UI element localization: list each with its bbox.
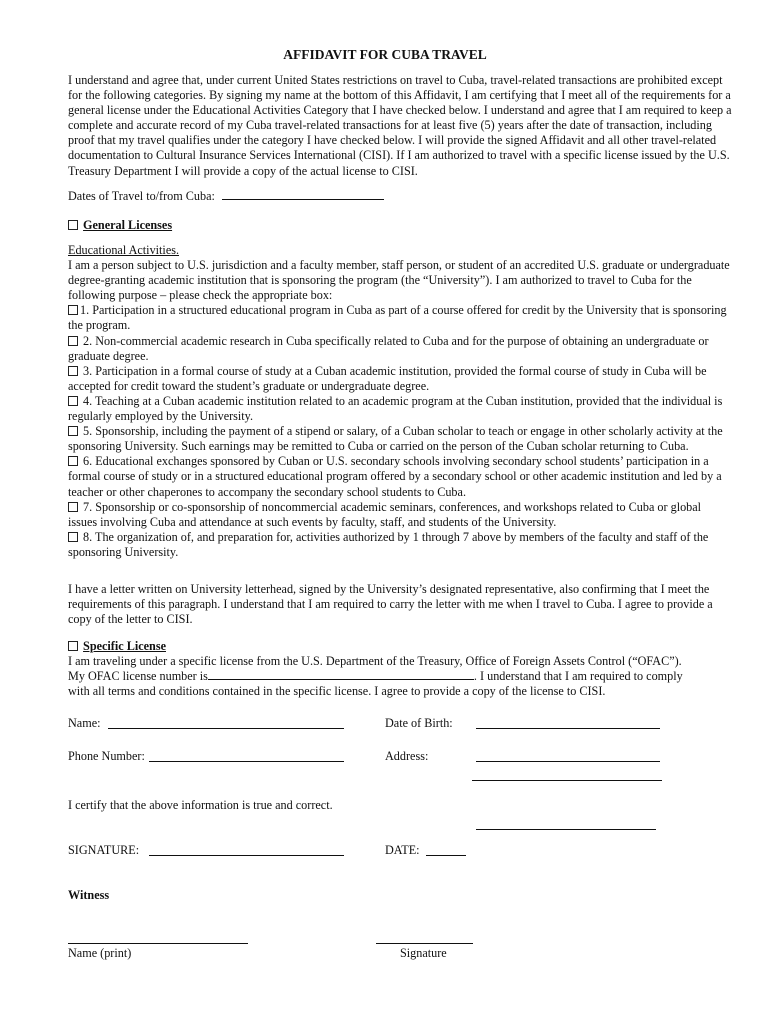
intro-text: I understand and agree that, under current United States restrictions on travel to Cuba, travel-related transactions are prohibited except for the following categories. By signing my name at the bottom of this Affidavit, I am certifying that I meet all of the requirements for a general license under the Educational Activities Category that I have checked below. I understand and agree that I am required to keep a complete and accurate record of my Cuba travel-related transactions for at least five (5) years after the date of transaction, including proof that my travel qualifies under the category I have checked below. I will provide the signed Affidavit and all other travel-related documentation to Cultural Insurance Services International (CISI). If I am authorized to travel with a specific license issued by the U.S. Treasury Department I will provide a copy of the actual license to CISI. <box>68 73 732 178</box>
general-license-body <box>68 243 732 560</box>
list-item: 6. Educational exchanges sponsored by Cuban or U.S. secondary schools involving secondary school students’ participation in a formal course of study or in a structured educational program offered by a secondary school or other academic institution and led by a teacher or other chaperones to accompany the secondary school students to Cuba. <box>68 454 722 499</box>
list-item: 3. Participation in a formal course of study at a Cuban academic institution, provided the formal course of study in Cuba will be accepted for credit toward the student’s graduate or undergraduate degree. <box>68 363 707 393</box>
list-item: 1. Participation in a structured educational program in Cuba as part of a course offered for credit by the University that is sponsoring the program. <box>68 303 727 333</box>
specific-license-heading: Specific License <box>83 639 166 653</box>
dates-field[interactable] <box>222 189 384 200</box>
witness-heading: Witness <box>68 888 110 902</box>
travel-dates-row <box>68 189 732 204</box>
specific-license-checkbox[interactable] <box>68 641 78 651</box>
address-field-line3[interactable] <box>476 829 656 830</box>
signature-label: SIGNATURE: <box>68 843 140 857</box>
educational-activities-heading: Educational Activities. <box>68 243 180 257</box>
item-5-checkbox[interactable] <box>68 426 78 436</box>
witness-name-label: Name (print) <box>68 946 132 960</box>
name-field[interactable] <box>108 728 344 729</box>
ofac-license-field[interactable] <box>208 669 474 680</box>
address-field-line2[interactable] <box>472 780 662 781</box>
date-label: DATE: <box>385 843 420 857</box>
item-4-checkbox[interactable] <box>68 396 78 406</box>
general-license-section <box>68 218 732 233</box>
list-item: 4. Teaching at a Cuban academic institution related to an academic program at the Cuban institution, provided that the individual is regularly employed by the University. <box>68 393 723 424</box>
general-license-checkbox[interactable] <box>68 220 78 230</box>
list-item: 8. The organization of, and preparation for, activities authorized by 1 through 7 above by members of the faculty and staff of the sponsoring University. <box>68 529 709 559</box>
page-title: AFFIDAVIT FOR CUBA TRAVEL <box>283 47 487 62</box>
certify-text: I certify that the above information is true and correct. <box>68 798 333 812</box>
phone-field[interactable] <box>149 761 344 762</box>
list-item: 5. Sponsorship, including the payment of a stipend or salary, of a Cuban scholar to teach or engage in other scholarly activity at the sponsoring University. Such earnings may be remitted to Cuba or carried on the person of the Cuban scholar returning to Cuba. <box>68 424 723 454</box>
specific-license-line1: I am traveling under a specific license from the U.S. Department of the Treasury, Office of Foreign Assets Control (“OFAC”). <box>68 654 682 669</box>
item-7-checkbox[interactable] <box>68 502 78 512</box>
date-field[interactable] <box>426 855 466 856</box>
letter-text: I have a letter written on University letterhead, signed by the University’s designated representative, also confirming that I meet the requirements of this paragraph. I understand that I am required to carry the letter with me when I travel to Cuba. I agree to provide a copy of the letter to CISI. <box>68 582 713 627</box>
witness-signature-field[interactable] <box>376 943 473 944</box>
specific-license-line3: with all terms and conditions contained in the specific license. I agree to provide a copy of the license to CISI. <box>68 684 606 699</box>
phone-label: Phone Number: <box>68 749 145 763</box>
witness-signature-label: Signature <box>400 946 447 960</box>
specific-license-line2: . I understand that I am required to comply <box>473 669 683 684</box>
dob-field[interactable] <box>476 728 660 729</box>
intro-paragraph <box>68 73 732 179</box>
general-license-heading: General Licenses <box>83 218 173 232</box>
general-lead-text: I am a person subject to U.S. jurisdiction and a faculty member, staff person, or student of an accredited U.S. graduate or undergraduate degree-granting academic institution that is sponsoring the program (the “University”). I am authorized to travel to Cuba for the following purpose – please check the appropriate box: <box>68 258 730 303</box>
item-6-checkbox[interactable] <box>68 456 78 466</box>
item-8-checkbox[interactable] <box>68 532 78 542</box>
witness-name-field[interactable] <box>68 943 248 944</box>
item-2-checkbox[interactable] <box>68 336 78 346</box>
signature-field[interactable] <box>149 855 344 856</box>
dates-label: Dates of Travel to/from Cuba: <box>68 189 215 203</box>
address-label: Address: <box>385 749 429 763</box>
dob-label: Date of Birth: <box>385 716 453 730</box>
address-field-line1[interactable] <box>476 761 660 762</box>
list-item: 2. Non-commercial academic research in Cuba specifically related to Cuba and for the purpose of obtaining an undergraduate or graduate degree. <box>68 333 709 363</box>
ofac-label: My OFAC license number is <box>68 669 208 684</box>
specific-license-section <box>68 639 732 699</box>
list-item: 7. Sponsorship or co-sponsorship of noncommercial academic seminars, conferences, and workshops related to Cuba or global issues involving Cuba and attendance at such events by faculty, staff, and students of the University. <box>68 499 702 529</box>
name-label: Name: <box>68 716 101 730</box>
item-1-checkbox[interactable] <box>68 305 78 315</box>
item-3-checkbox[interactable] <box>68 366 78 376</box>
letter-paragraph <box>68 582 732 627</box>
